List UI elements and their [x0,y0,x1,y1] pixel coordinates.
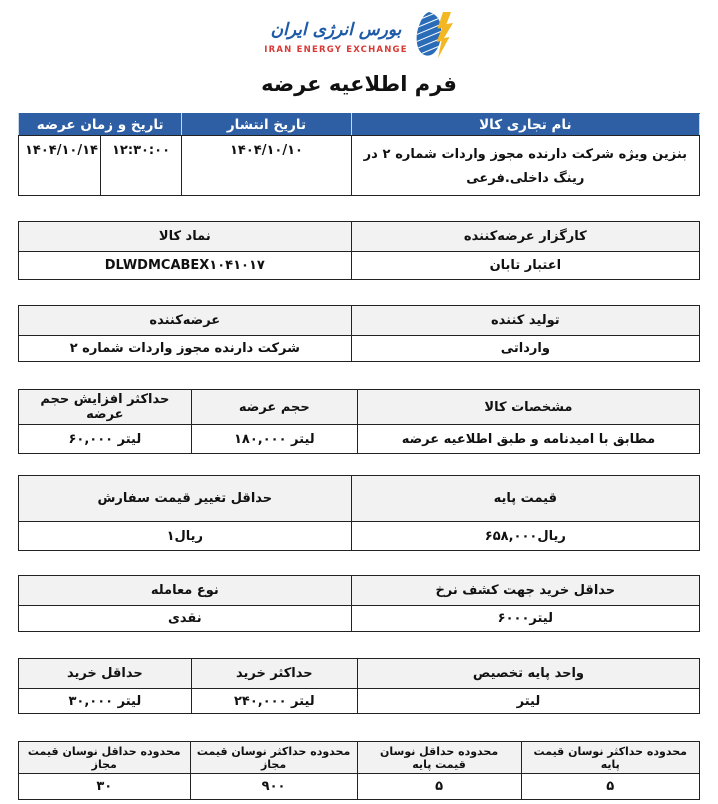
min-purchase-trade-type-header-cell: حداقل خرید جهت کشف نرخ [351,576,699,606]
iex-logo-fa-name: بورس انرژی ایران [270,20,402,41]
min-purchase-trade-type-value-cell: لیتر۶۰۰۰ [351,606,699,632]
allocation-purchase-limits-value-cell: لیتر ۳۰,۰۰۰ [19,689,192,714]
min-purchase-trade-type-header-row [19,576,700,606]
producer-supplier-header-row [19,306,700,336]
offering-summary-header-cell: نام تجاری کالا [351,114,699,136]
offering-summary-value-cell: ۱۴۰۴/۱۰/۱۴ [19,136,101,196]
broker-symbol-value-row [19,252,700,280]
broker-symbol-value-cell: DLWDMCABEX۱۰۴۱۰۱۷ [19,252,352,280]
price-fluctuation-ranges-value-cell: ۹۰۰ [190,774,357,800]
price-fluctuation-ranges-value-cell: ۳۰ [19,774,191,800]
offering-summary-value-row [19,136,700,196]
broker-symbol-header-cell: نماد کالا [19,222,352,252]
specs-volume-table [18,389,700,454]
iex-logo-en-name: IRAN ENERGY EXCHANGE [264,44,408,55]
price-fluctuation-ranges-header-cell: محدوده حداقل نوسان قیمت مجاز [19,742,191,774]
producer-supplier-value-cell: شرکت دارنده مجوز واردات شماره ۲ [19,336,352,362]
allocation-purchase-limits-table [18,658,700,714]
offering-summary-value-cell: ۱۴۰۴/۱۰/۱۰ [182,136,351,196]
base-price-value-cell: ریال۶۵۸,۰۰۰ [351,522,699,551]
price-fluctuation-ranges-header-cell: محدوده حداکثر نوسان قیمت پایه [521,742,699,774]
producer-supplier-header-cell: عرضه‌کننده [19,306,352,336]
specs-volume-value-row [19,425,700,454]
offering-summary-value-cell: بنزین ویژه شرکت دارنده مجوز واردات شماره ۲ در رینگ داخلی.فرعی [351,136,699,196]
allocation-purchase-limits-header-row [19,659,700,689]
price-fluctuation-ranges-table [18,741,700,800]
producer-supplier-value-row [19,336,700,362]
page-root [0,10,718,800]
offering-summary-header-cell: تاریخ انتشار [182,114,351,136]
broker-symbol-header-row [19,222,700,252]
producer-supplier-value-cell: وارداتی [351,336,699,362]
offering-summary-header-cell: تاریخ و زمان عرضه [19,114,182,136]
base-price-value-row [19,522,700,551]
specs-volume-header-cell: حجم عرضه [191,390,357,425]
specs-volume-value-cell: مطابق با امیدنامه و طبق اطلاعیه عرضه [357,425,699,454]
base-price-table [18,475,700,551]
allocation-purchase-limits-value-cell: لیتر [357,689,699,714]
min-purchase-trade-type-value-row [19,606,700,632]
page-title: فرم اطلاعیه عرضه [261,72,457,96]
specs-volume-value-cell: لیتر ۶۰,۰۰۰ [19,425,192,454]
base-price-header-cell: حداقل تغییر قیمت سفارش [19,476,352,522]
iex-logo [0,10,718,64]
specs-volume-header-row [19,390,700,425]
producer-supplier-table [18,305,700,362]
allocation-purchase-limits-header-cell: حداقل خرید [19,659,192,689]
allocation-purchase-limits-value-cell: لیتر ۲۴۰,۰۰۰ [191,689,357,714]
base-price-header-cell: قیمت پایه [351,476,699,522]
producer-supplier-header-cell: تولید کننده [351,306,699,336]
energy-exchange-logo-icon [416,10,454,64]
offering-summary-header-row [19,114,700,136]
allocation-purchase-limits-value-row [19,689,700,714]
price-fluctuation-ranges-header-cell: محدوده حداکثر نوسان قیمت مجاز [190,742,357,774]
specs-volume-value-cell: لیتر ۱۸۰,۰۰۰ [191,425,357,454]
broker-symbol-header-cell: کارگزار عرضه‌کننده [351,222,699,252]
min-purchase-trade-type-table [18,575,700,632]
price-fluctuation-ranges-value-row [19,774,700,800]
form-tables [18,113,700,800]
base-price-header-row [19,476,700,522]
iex-logo-text [264,19,407,55]
broker-symbol-table [18,221,700,280]
min-purchase-trade-type-value-cell: نقدی [19,606,352,632]
price-fluctuation-ranges-header-cell: محدوده حداقل نوسان قیمت پایه [357,742,521,774]
base-price-value-cell: ریال۱ [19,522,352,551]
min-purchase-trade-type-header-cell: نوع معامله [19,576,352,606]
specs-volume-header-cell: مشخصات کالا [357,390,699,425]
specs-volume-header-cell: حداکثر افزایش حجم عرضه [19,390,192,425]
price-fluctuation-ranges-value-cell: ۵ [357,774,521,800]
price-fluctuation-ranges-header-row [19,742,700,774]
offering-summary-table [18,113,700,196]
allocation-purchase-limits-header-cell: حداکثر خرید [191,659,357,689]
allocation-purchase-limits-header-cell: واحد پایه تخصیص [357,659,699,689]
broker-symbol-value-cell: اعتبار تابان [351,252,699,280]
price-fluctuation-ranges-value-cell: ۵ [521,774,699,800]
offering-summary-value-cell: ۱۲:۳۰:۰۰ [100,136,182,196]
